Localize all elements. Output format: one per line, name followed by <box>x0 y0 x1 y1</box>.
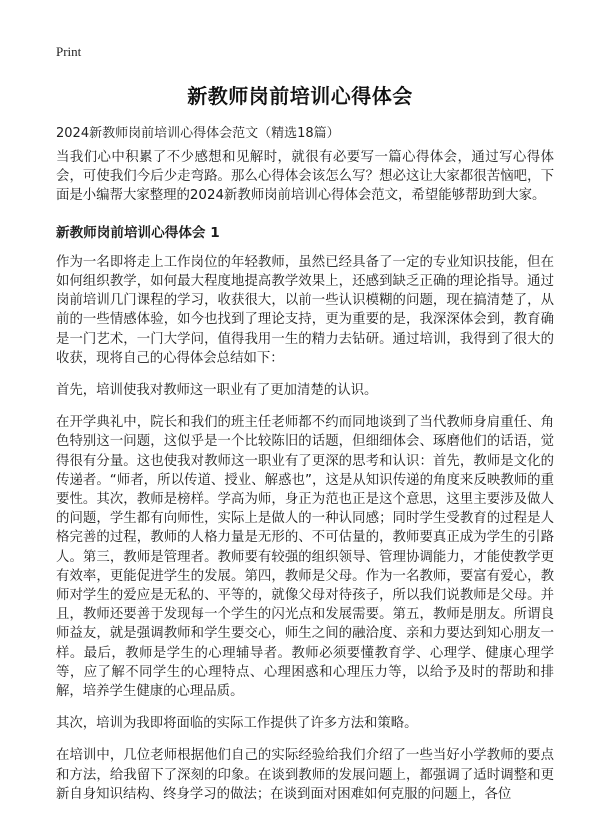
body-paragraph: 在开学典礼中，院长和我们的班主任老师都不约而同地谈到了当代教师身肩重任、角色特别这一问题，这似乎是一个比较陈旧的话题，但细细体会、琢磨他们的话语，觉得很有分量。这也使我对教师这一职业有了更深的思考和认识：首先，教师是文化的传递者。“师者，所以传道、授业、解惑也”，这是从知识传递的角度来反映教师的重要性。其次，教师是榜样。学高为师，身正为范也正是这个意思，这里主要涉及做人的问题，学生都有向师性，实际上是做人的一种认同感；同时学生受教育的过程是人格完善的过程，教师的人格力量是无形的、不可估量的，教师要真正成为学生的引路人。第三，教师是管理者。教师要有较强的组织领导、管理协调能力，才能使教学更有效率，更能促进学生的发展。第四，教师是父母。作为一名教师，要富有爱心，教师对学生的爱应是无私的、平等的，就像父母对待孩子，所以我们说教师是父母。并且，教师还要善于发现每一个学生的闪光点和发展需要。第五，教师是朋友。所谓良师益友，就是强调教师和学生要交心，师生之间的融洽度、亲和力要达到知心朋友一样。最后，教师是学生的心理辅导者。教师必须要懂教育学、心理学、健康心理学等，应了解不同学生的心理特点、心理困惑和心理压力等，以给予及时的帮助和排解，培养学生健康的心理品质。 <box>56 415 554 700</box>
body-paragraph: 首先，培训使我对教师这一职业有了更加清楚的认识。 <box>56 383 378 399</box>
section-heading: 新教师岗前培训心得体会 1 <box>56 224 220 241</box>
print-link[interactable]: Print <box>56 44 82 59</box>
body-paragraph: 其次，培训为我即将面临的实际工作提供了许多方法和策略。 <box>56 716 418 732</box>
intro-paragraph: 当我们心中积累了不少感想和见解时，就很有必要写一篇心得体会，通过写心得体会，可使我们今后少走弯路。那么心得体会该怎么写？想必这让大家都很苦恼吧，下面是小编帮大家整理的2024新教师岗前培训心得体会范文，希望能够帮助到大家。 <box>56 150 554 204</box>
article-subtitle: 2024新教师岗前培训心得体会范文（精选18篇） <box>56 126 340 141</box>
body-paragraph: 作为一名即将走上工作岗位的年轻教师，虽然已经具备了一定的专业知识技能，但在如何组织教学，如何最大程度地提高教学效果上，还感到缺乏正确的理论指导。通过岗前培训几门课程的学习，收获很大，以前一些认识模糊的问题，现在搞清楚了，从前的一些情感体验，如今也找到了理论支持，更为重要的是，我深深体会到，教育确是一门艺术，一门大学问，值得我用一生的精力去钻研。通过培训，我得到了很大的收获，现将自己的心得体会总结如下： <box>56 254 554 366</box>
article-body <box>56 148 554 817</box>
body-paragraph: 在培训中，几位老师根据他们自己的实际经验给我们介绍了一些当好小学教师的要点和方法，给我留下了深刻的印象。在谈到教师的发展问题上，都强调了适时调整和更新自身知识结构、终身学习的做法；在谈到面对困难如何克服的问题上，各位 <box>56 748 554 802</box>
page-title: 新教师岗前培训心得体会 <box>187 84 413 108</box>
